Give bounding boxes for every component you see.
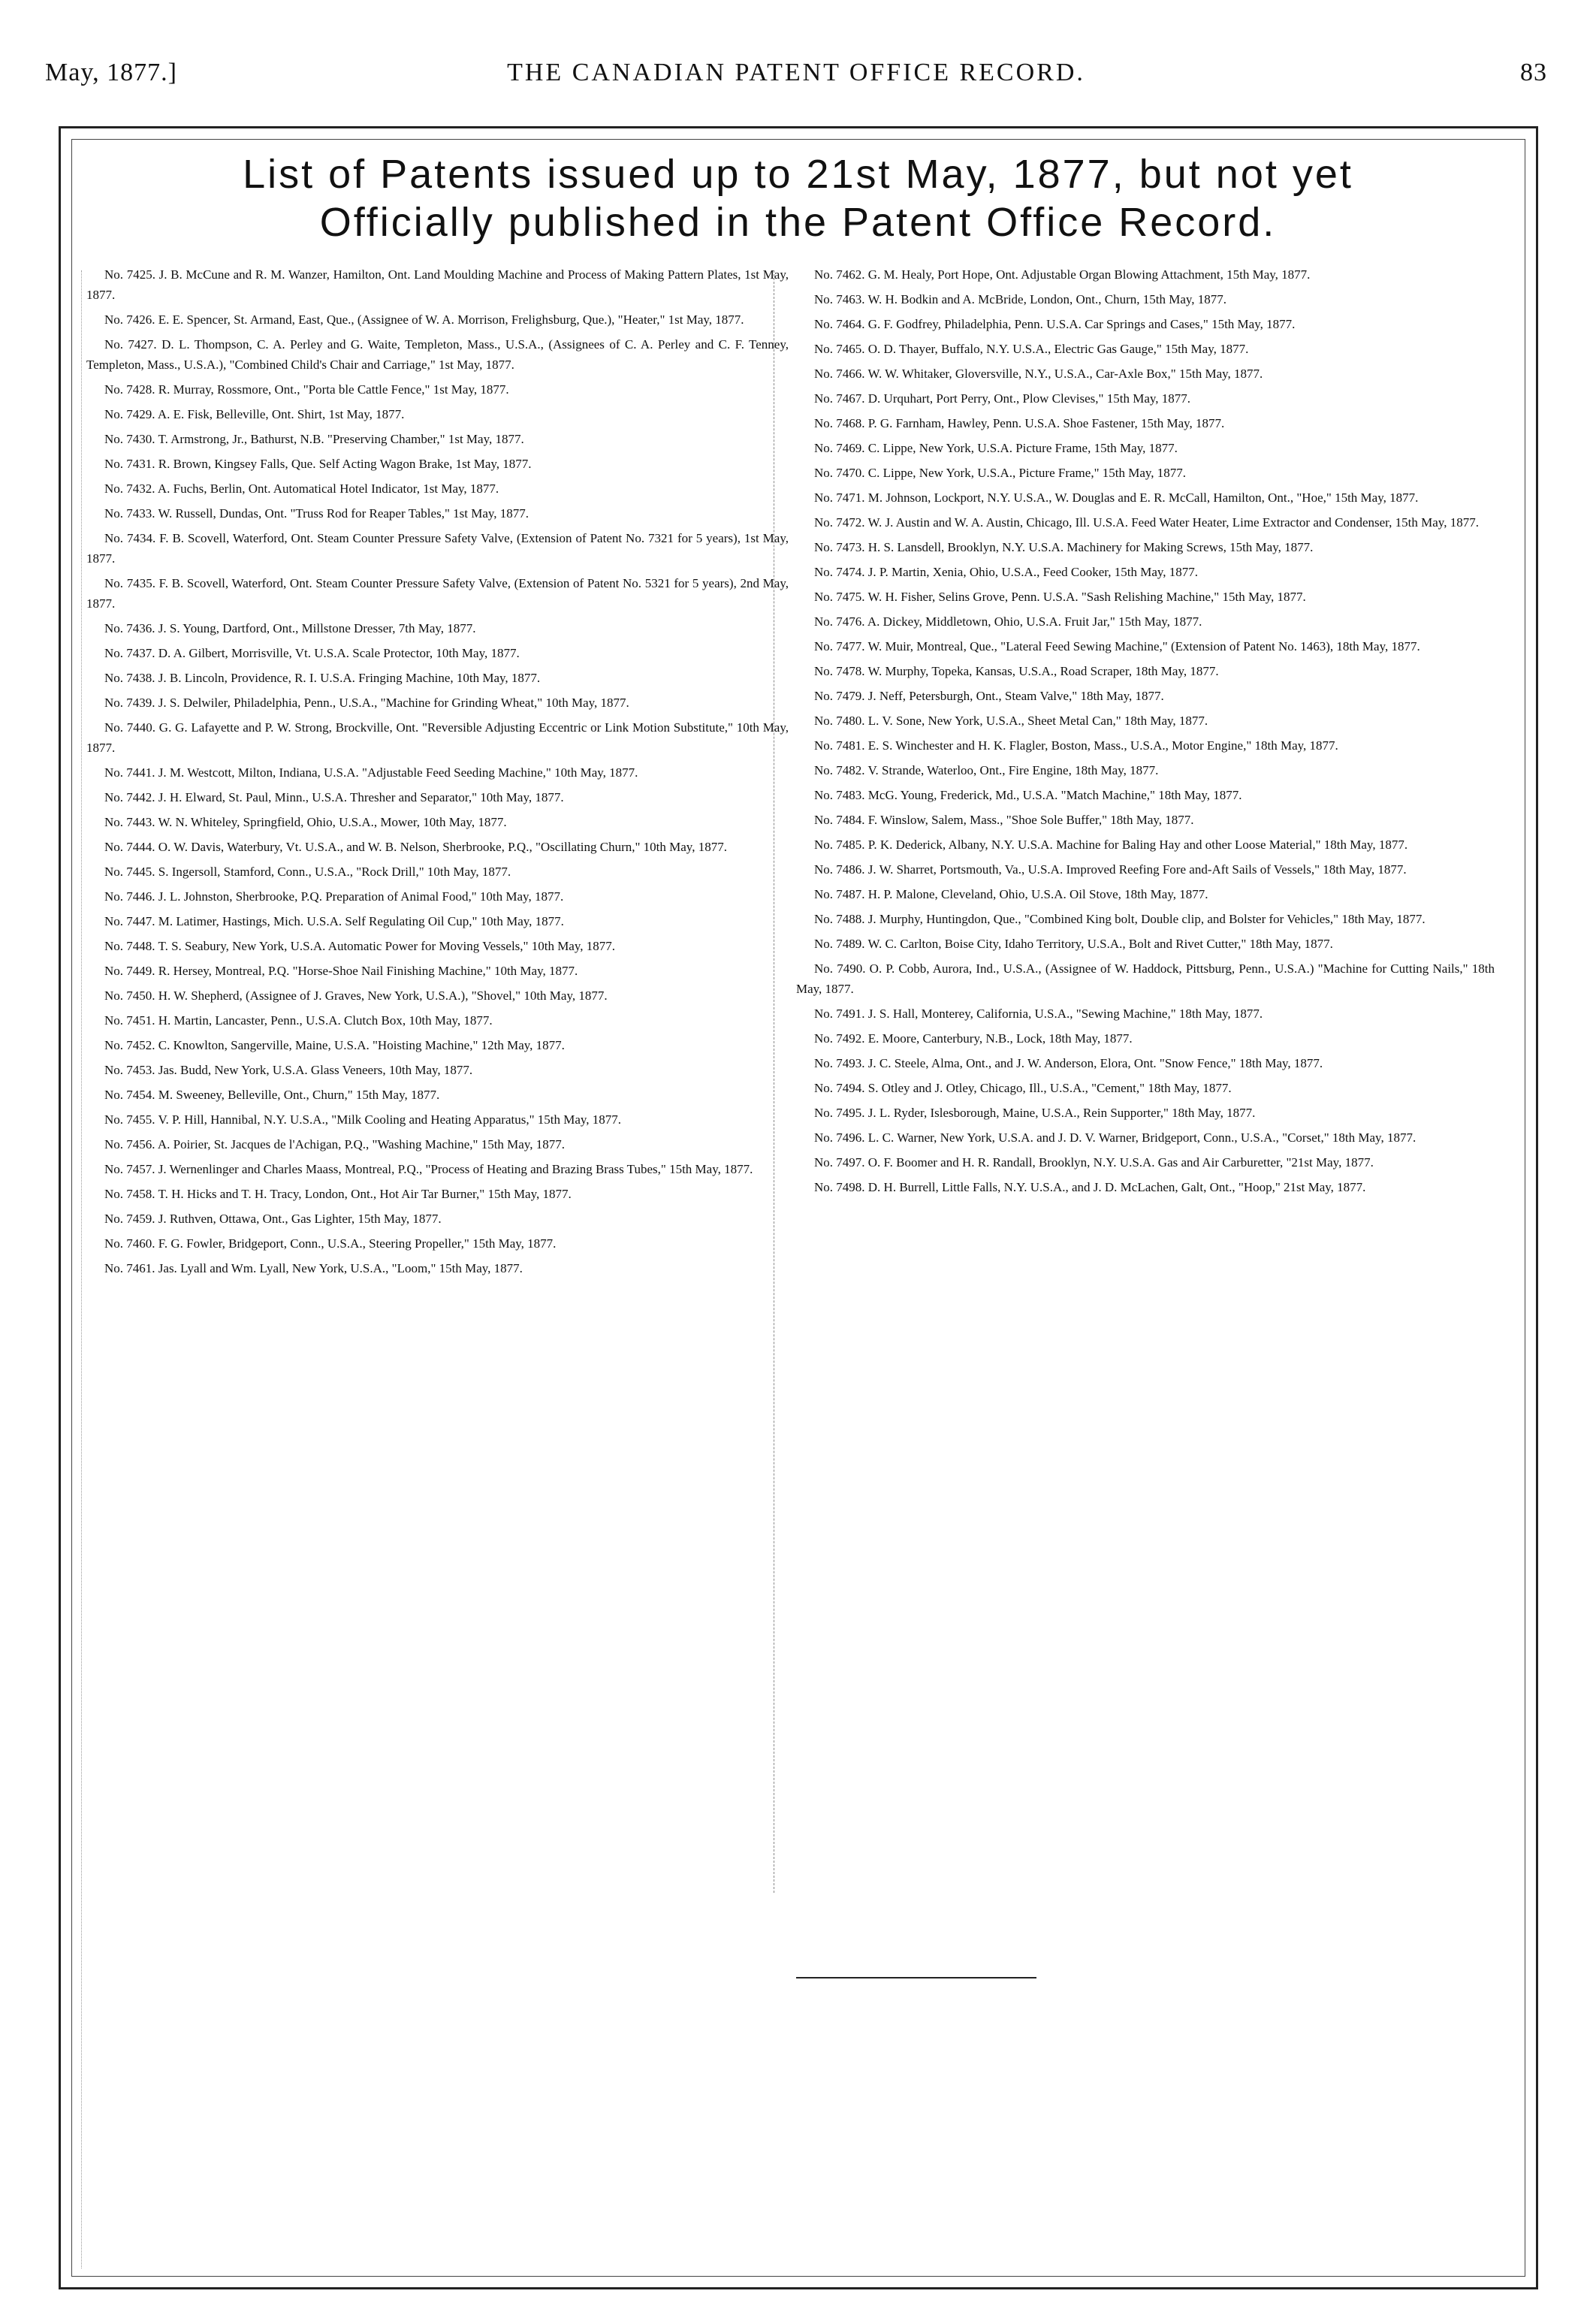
patent-entry: No. 7441. J. M. Westcott, Milton, Indiana, U.S.A. "Adjustable Feed Seeding Machine," 10th May, 1877. bbox=[104, 765, 638, 780]
patent-entry: No. 7472. W. J. Austin and W. A. Austin, Chicago, Ill. U.S.A. Feed Water Heater, Lime Extractor and Condenser, 15th May, 1877. bbox=[814, 515, 1479, 530]
page-number: 83 bbox=[1520, 59, 1547, 86]
patent-entry: No. 7435. F. B. Scovell, Waterford, Ont. Steam Counter Pressure Safety Valve, (Extension of Patent No. 5321 for 5 years), 2nd May, 1877. bbox=[86, 576, 789, 611]
patent-entry: No. 7491. J. S. Hall, Monterey, California, U.S.A., "Sewing Machine," 18th May, 1877. bbox=[814, 1007, 1263, 1021]
patent-entry: No. 7469. C. Lippe, New York, U.S.A. Picture Frame, 15th May, 1877. bbox=[814, 441, 1178, 455]
patent-entry: No. 7439. J. S. Delwiler, Philadelphia, Penn., U.S.A., "Machine for Grinding Wheat," 10th May, 1877. bbox=[104, 696, 629, 710]
patent-entry: No. 7484. F. Winslow, Salem, Mass., "Shoe Sole Buffer," 18th May, 1877. bbox=[814, 813, 1194, 827]
patent-entry: No. 7473. H. S. Lansdell, Brooklyn, N.Y. U.S.A. Machinery for Making Screws, 15th May, 1877. bbox=[814, 540, 1314, 554]
patent-entry: No. 7452. C. Knowlton, Sangerville, Maine, U.S.A. "Hoisting Machine," 12th May, 1877. bbox=[104, 1038, 565, 1052]
patent-entry: No. 7430. T. Armstrong, Jr., Bathurst, N.B. "Preserving Chamber," 1st May, 1877. bbox=[104, 432, 524, 446]
patent-entry: No. 7466. W. W. Whitaker, Gloversville, N.Y., U.S.A., Car-Axle Box," 15th May, 1877. bbox=[814, 367, 1263, 381]
patent-entry: No. 7444. O. W. Davis, Waterbury, Vt. U.S.A., and W. B. Nelson, Sherbrooke, P.Q., "Oscillating Churn," 10th May, 1877. bbox=[104, 840, 727, 854]
patent-entry: No. 7485. P. K. Dederick, Albany, N.Y. U.S.A. Machine for Baling Hay and other Loose Material," 18th May, 1877. bbox=[814, 838, 1408, 852]
patent-entry: No. 7449. R. Hersey, Montreal, P.Q. "Horse-Shoe Nail Finishing Machine," 10th May, 1877. bbox=[104, 964, 578, 978]
patent-entry: No. 7426. E. E. Spencer, St. Armand, East, Que., (Assignee of W. A. Morrison, Frelighsburg, Que.), "Heater," 1st May, 1877. bbox=[104, 312, 744, 327]
patent-entry: No. 7463. W. H. Bodkin and A. McBride, London, Ont., Churn, 15th May, 1877. bbox=[814, 292, 1227, 306]
patent-entry: No. 7455. V. P. Hill, Hannibal, N.Y. U.S.A., "Milk Cooling and Heating Apparatus," 15th May, 1877. bbox=[104, 1112, 622, 1127]
patent-entry: No. 7442. J. H. Elward, St. Paul, Minn., U.S.A. Thresher and Separator," 10th May, 1877. bbox=[104, 790, 564, 804]
patent-entry: No. 7459. J. Ruthven, Ottawa, Ont., Gas Lighter, 15th May, 1877. bbox=[104, 1212, 442, 1226]
patent-entry: No. 7475. W. H. Fisher, Selins Grove, Penn. U.S.A. "Sash Relishing Machine," 15th May, 1877. bbox=[814, 590, 1306, 604]
patent-entry: No. 7464. G. F. Godfrey, Philadelphia, Penn. U.S.A. Car Springs and Cases," 15th May, 1877. bbox=[814, 317, 1296, 331]
patent-entry: No. 7465. O. D. Thayer, Buffalo, N.Y. U.S.A., Electric Gas Gauge," 15th May, 1877. bbox=[814, 342, 1249, 356]
patent-entry: No. 7461. Jas. Lyall and Wm. Lyall, New York, U.S.A., "Loom," 15th May, 1877. bbox=[104, 1261, 523, 1275]
patent-entry: No. 7458. T. H. Hicks and T. H. Tracy, London, Ont., Hot Air Tar Burner," 15th May, 1877. bbox=[104, 1187, 572, 1201]
left-margin-rule bbox=[81, 270, 82, 2268]
patent-entry: No. 7457. J. Wernenlinger and Charles Maass, Montreal, P.Q., "Process of Heating and Brazing Brass Tubes," 15th May, 1877. bbox=[104, 1162, 753, 1176]
patent-entry: No. 7482. V. Strande, Waterloo, Ont., Fire Engine, 18th May, 1877. bbox=[814, 763, 1159, 777]
patent-entry: No. 7447. M. Latimer, Hastings, Mich. U.S.A. Self Regulating Oil Cup," 10th May, 1877. bbox=[104, 914, 564, 928]
patent-entry: No. 7479. J. Neff, Petersburgh, Ont., Steam Valve," 18th May, 1877. bbox=[814, 689, 1164, 703]
patent-entry: No. 7443. W. N. Whiteley, Springfield, Ohio, U.S.A., Mower, 10th May, 1877. bbox=[104, 815, 507, 829]
patent-entry: No. 7438. J. B. Lincoln, Providence, R. I. U.S.A. Fringing Machine, 10th May, 1877. bbox=[104, 671, 541, 685]
patent-entry: No. 7470. C. Lippe, New York, U.S.A., Picture Frame," 15th May, 1877. bbox=[814, 466, 1187, 480]
patent-entry: No. 7454. M. Sweeney, Belleville, Ont., Churn," 15th May, 1877. bbox=[104, 1088, 440, 1102]
issue-date: May, 1877.] bbox=[45, 59, 177, 86]
patent-entry: No. 7446. J. L. Johnston, Sherbrooke, P.Q. Preparation of Animal Food," 10th May, 1877. bbox=[104, 889, 564, 904]
patent-entry: No. 7451. H. Martin, Lancaster, Penn., U.S.A. Clutch Box, 10th May, 1877. bbox=[104, 1013, 493, 1028]
patent-entry: No. 7462. G. M. Healy, Port Hope, Ont. Adjustable Organ Blowing Attachment, 15th May, 1877. bbox=[814, 267, 1311, 282]
patent-entry: No. 7445. S. Ingersoll, Stamford, Conn., U.S.A., "Rock Drill," 10th May, 1877. bbox=[104, 865, 511, 879]
patent-entry: No. 7480. L. V. Sone, New York, U.S.A., Sheet Metal Can," 18th May, 1877. bbox=[814, 714, 1208, 728]
patent-entry: No. 7471. M. Johnson, Lockport, N.Y. U.S.A., W. Douglas and E. R. McCall, Hamilton, Ont., "Hoe," 15th May, 1877. bbox=[814, 490, 1419, 505]
patent-entry: No. 7495. J. L. Ryder, Islesborough, Maine, U.S.A., Rein Supporter," 18th May, 1877. bbox=[814, 1106, 1256, 1120]
patent-entry: No. 7498. D. H. Burrell, Little Falls, N.Y. U.S.A., and J. D. McLachen, Galt, Ont., "Hoop," 21st May, 1877. bbox=[814, 1180, 1366, 1194]
patent-entry: No. 7493. J. C. Steele, Alma, Ont., and J. W. Anderson, Elora, Ont. "Snow Fence," 18th May, 1877. bbox=[814, 1056, 1323, 1070]
patent-entry: No. 7428. R. Murray, Rossmore, Ont., "Porta ble Cattle Fence," 1st May, 1877. bbox=[104, 382, 509, 397]
patent-entry: No. 7434. F. B. Scovell, Waterford, Ont. Steam Counter Pressure Safety Valve, (Extension of Patent No. 7321 for 5 years), 1st May, 1877. bbox=[86, 531, 789, 566]
closing-rule bbox=[796, 1977, 1036, 1978]
patent-entry: No. 7497. O. F. Boomer and H. R. Randall, Brooklyn, N.Y. U.S.A. Gas and Air Carburetter, "21st May, 1877. bbox=[814, 1155, 1374, 1170]
patent-entry: No. 7450. H. W. Shepherd, (Assignee of J. Graves, New York, U.S.A.), "Shovel," 10th May, 1877. bbox=[104, 988, 608, 1003]
patent-entry: No. 7481. E. S. Winchester and H. K. Flagler, Boston, Mass., U.S.A., Motor Engine," 18th May, 1877. bbox=[814, 738, 1338, 753]
patent-entry: No. 7486. J. W. Sharret, Portsmouth, Va., U.S.A. Improved Reefing Fore and-Aft Sails of Vessels," 18th May, 1877. bbox=[814, 862, 1407, 877]
patent-entry: No. 7456. A. Poirier, St. Jacques de l'Achigan, P.Q., "Washing Machine," 15th May, 1877. bbox=[104, 1137, 565, 1151]
patent-entry: No. 7477. W. Muir, Montreal, Que., "Lateral Feed Sewing Machine," (Extension of Patent No. 1463), 18th May, 1877. bbox=[814, 639, 1420, 653]
patent-entry: No. 7476. A. Dickey, Middletown, Ohio, U.S.A. Fruit Jar," 15th May, 1877. bbox=[814, 614, 1202, 629]
patent-entry: No. 7433. W. Russell, Dundas, Ont. "Truss Rod for Reaper Tables," 1st May, 1877. bbox=[104, 506, 529, 521]
patent-entry: No. 7453. Jas. Budd, New York, U.S.A. Glass Veneers, 10th May, 1877. bbox=[104, 1063, 473, 1077]
patent-entry: No. 7496. L. C. Warner, New York, U.S.A. and J. D. V. Warner, Bridgeport, Conn., U.S.A., "Corset," 18th May, 1877. bbox=[814, 1130, 1416, 1145]
patent-entry: No. 7467. D. Urquhart, Port Perry, Ont., Plow Clevises," 15th May, 1877. bbox=[814, 391, 1191, 406]
patent-entry: No. 7427. D. L. Thompson, C. A. Perley and G. Waite, Templeton, Mass., U.S.A., (Assignees of C. A. Perley and C. F. Tenney, Templeton, Mass., U.S.A.), "Combined Child's Chair and Carriage," 1st May, 1877. bbox=[86, 337, 789, 372]
patent-entry: No. 7436. J. S. Young, Dartford, Ont., Millstone Dresser, 7th May, 1877. bbox=[104, 621, 476, 635]
patent-entry: No. 7460. F. G. Fowler, Bridgeport, Conn., U.S.A., Steering Propeller," 15th May, 1877. bbox=[104, 1236, 557, 1251]
heading-line-1: List of Patents issued up to 21st May, 1877, but not yet bbox=[243, 152, 1353, 197]
heading-line-2: Officially published in the Patent Office Record. bbox=[319, 200, 1277, 245]
patent-entry: No. 7468. P. G. Farnham, Hawley, Penn. U.S.A. Shoe Fastener, 15th May, 1877. bbox=[814, 416, 1225, 430]
left-column bbox=[86, 264, 789, 1283]
patent-entry: No. 7431. R. Brown, Kingsey Falls, Que. Self Acting Wagon Brake, 1st May, 1877. bbox=[104, 457, 532, 471]
patent-entry: No. 7440. G. G. Lafayette and P. W. Strong, Brockville, Ont. "Reversible Adjusting Eccentric or Link Motion Substitute," 10th May, 1877. bbox=[86, 720, 789, 755]
patent-entry: No. 7487. H. P. Malone, Cleveland, Ohio, U.S.A. Oil Stove, 18th May, 1877. bbox=[814, 887, 1208, 901]
list-heading bbox=[30, 150, 1566, 246]
patent-entry: No. 7437. D. A. Gilbert, Morrisville, Vt. U.S.A. Scale Protector, 10th May, 1877. bbox=[104, 646, 520, 660]
patent-entry: No. 7425. J. B. McCune and R. M. Wanzer, Hamilton, Ont. Land Moulding Machine and Process of Making Pattern Plates, 1st May, 1877. bbox=[86, 267, 789, 302]
patent-entry: No. 7483. McG. Young, Frederick, Md., U.S.A. "Match Machine," 18th May, 1877. bbox=[814, 788, 1242, 802]
patent-entry: No. 7489. W. C. Carlton, Boise City, Idaho Territory, U.S.A., Bolt and Rivet Cutter," 18th May, 1877. bbox=[814, 937, 1333, 951]
patent-entry: No. 7490. O. P. Cobb, Aurora, Ind., U.S.A., (Assignee of W. Haddock, Pittsburg, Penn., U.S.A.) "Machine for Cutting Nails," 18th May, 1877. bbox=[796, 961, 1495, 996]
patent-entry: No. 7494. S. Otley and J. Otley, Chicago, Ill., U.S.A., "Cement," 18th May, 1877. bbox=[814, 1081, 1232, 1095]
patent-entry: No. 7488. J. Murphy, Huntingdon, Que., "Combined King bolt, Double clip, and Bolster for Vehicles," 18th May, 1877. bbox=[814, 912, 1426, 926]
patent-entry: No. 7448. T. S. Seabury, New York, U.S.A. Automatic Power for Moving Vessels," 10th May, 1877. bbox=[104, 939, 615, 953]
patent-entry: No. 7478. W. Murphy, Topeka, Kansas, U.S.A., Road Scraper, 18th May, 1877. bbox=[814, 664, 1219, 678]
patent-entry: No. 7429. A. E. Fisk, Belleville, Ont. Shirt, 1st May, 1877. bbox=[104, 407, 405, 421]
patent-entry: No. 7432. A. Fuchs, Berlin, Ont. Automatical Hotel Indicator, 1st May, 1877. bbox=[104, 481, 499, 496]
running-head bbox=[45, 59, 1547, 104]
right-column bbox=[796, 264, 1495, 1202]
patent-entry: No. 7474. J. P. Martin, Xenia, Ohio, U.S.A., Feed Cooker, 15th May, 1877. bbox=[814, 565, 1199, 579]
patent-entry: No. 7492. E. Moore, Canterbury, N.B., Lock, 18th May, 1877. bbox=[814, 1031, 1133, 1046]
journal-title: THE CANADIAN PATENT OFFICE RECORD. bbox=[507, 59, 1085, 86]
